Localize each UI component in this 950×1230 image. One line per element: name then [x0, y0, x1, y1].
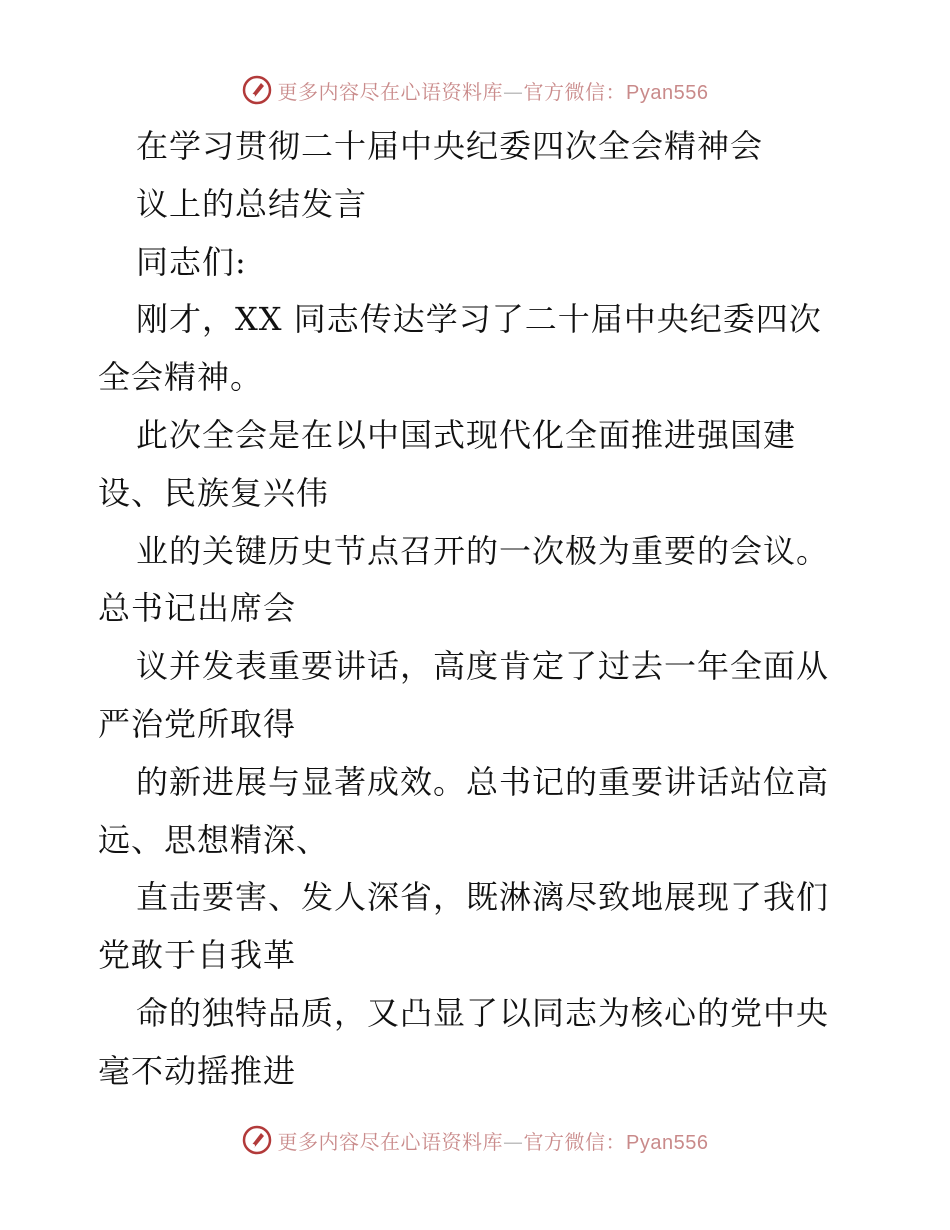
- document-body: [98, 118, 868, 1101]
- text-line: 严治党所取得: [98, 704, 297, 743]
- watermark-dash: —: [503, 79, 524, 104]
- text-line: 命的独特品质，又凸显了以同志为核心的党中央: [136, 993, 830, 1032]
- fountain-pen-logo-icon: [242, 75, 272, 105]
- footer-watermark: [0, 1120, 950, 1160]
- text-line: 此次全会是在以中国式现代化全面推进强国建: [136, 415, 797, 454]
- text-line: 远、思想精深、: [98, 820, 330, 859]
- text-line: 业的关键历史节点召开的一次极为重要的会议。: [136, 531, 830, 570]
- watermark-text: [278, 1126, 709, 1155]
- watermark-main: 更多内容尽在心语资料库: [277, 1129, 504, 1154]
- watermark-contact-label: 官方微信：: [523, 79, 627, 104]
- watermark-text: [278, 76, 709, 105]
- text-line: 直击要害、发人深省，既淋漓尽致地展现了我们: [136, 878, 830, 917]
- text-line: 同志们:: [136, 242, 247, 281]
- text-line: 党敢于自我革: [98, 936, 297, 975]
- text-line: 议上的总结发言: [136, 184, 368, 223]
- text-line: 全会精神。: [98, 358, 264, 397]
- watermark-wechat-id: Pyan556: [626, 81, 709, 104]
- fountain-pen-logo-icon: [242, 1125, 272, 1155]
- watermark-contact-label: 官方微信：: [523, 1129, 627, 1154]
- watermark-main: 更多内容尽在心语资料库: [277, 79, 504, 104]
- text-line: 毫不动摇推进: [98, 1051, 297, 1090]
- header-watermark: [0, 70, 950, 110]
- text-line: 设、民族复兴伟: [98, 473, 330, 512]
- text-line: 议并发表重要讲话，高度肯定了过去一年全面从: [136, 647, 830, 686]
- text-line: 在学习贯彻二十届中央纪委四次全会精神会: [136, 127, 764, 165]
- text-line: 刚才，XX 同志传达学习了二十届中央纪委四次: [136, 300, 822, 339]
- text-line: 的新进展与显著成效。总书记的重要讲话站位高: [136, 762, 830, 801]
- watermark-dash: —: [503, 1129, 524, 1154]
- watermark-wechat-id: Pyan556: [626, 1131, 709, 1154]
- text-line: 总书记出席会: [98, 589, 297, 628]
